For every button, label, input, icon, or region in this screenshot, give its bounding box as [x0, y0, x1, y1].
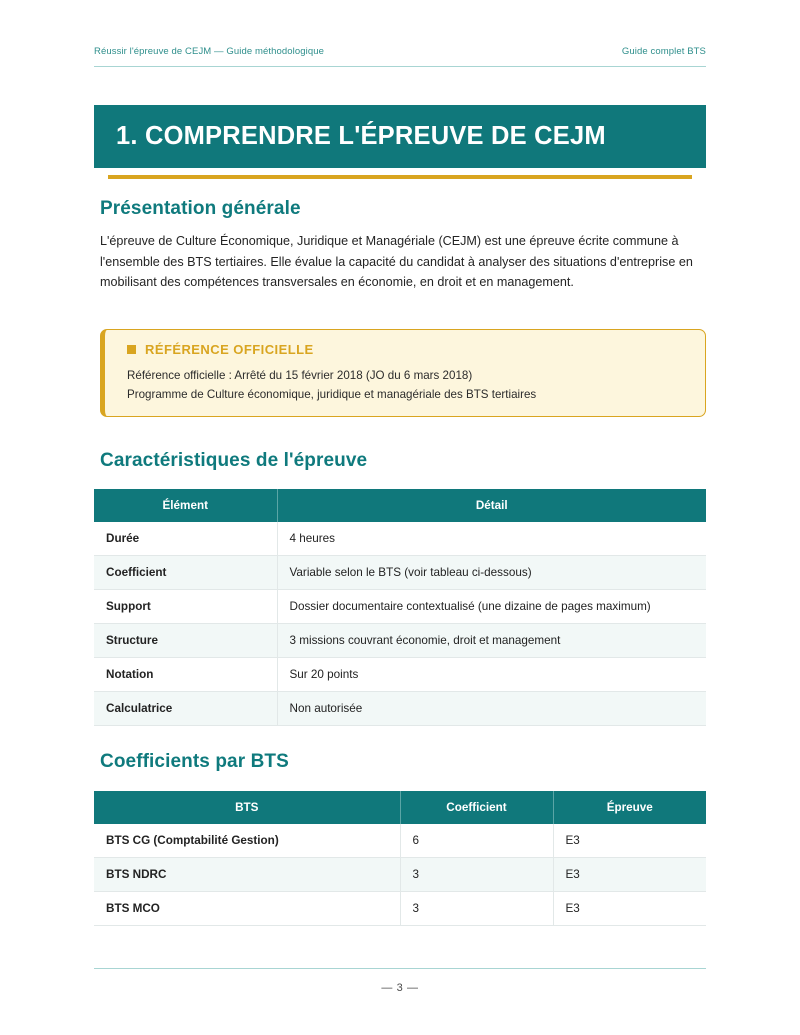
section-heading-caracteristiques: Caractéristiques de l'épreuve — [100, 450, 368, 471]
cell-epreuve: E3 — [553, 858, 706, 892]
table-caracteristiques — [94, 489, 706, 726]
cell-element: Durée — [94, 522, 277, 556]
cell-element: Calculatrice — [94, 692, 277, 726]
cell-detail: Non autorisée — [277, 692, 706, 726]
table-row — [94, 892, 706, 926]
page-title: 1. COMPRENDRE L'ÉPREUVE DE CEJM — [116, 121, 606, 150]
header-title-right: Guide complet BTS — [621, 46, 706, 57]
table-row — [94, 556, 706, 590]
page-header — [94, 46, 706, 57]
header-divider — [94, 66, 706, 67]
column-header-epreuve: Épreuve — [553, 791, 706, 824]
column-header-bts: BTS — [94, 791, 400, 824]
cell-epreuve: E3 — [553, 892, 706, 926]
column-header-element: Élément — [94, 489, 277, 522]
column-header-coefficient: Coefficient — [400, 791, 553, 824]
page-number: — 3 — — [381, 982, 419, 994]
callout-title-row — [127, 342, 705, 357]
cell-bts: BTS NDRC — [94, 858, 400, 892]
cell-detail: Variable selon le BTS (voir tableau ci-dessous) — [277, 556, 706, 590]
cell-detail: Dossier documentaire contextualisé (une dizaine de pages maximum) — [277, 590, 706, 624]
title-accent-bar — [108, 175, 692, 179]
cell-element: Notation — [94, 658, 277, 692]
cell-coefficient: 3 — [400, 892, 553, 926]
chapter-title-banner — [94, 105, 706, 168]
section-heading-presentation: Présentation générale — [100, 198, 301, 219]
header-title-left: Réussir l'épreuve de CEJM — Guide méthodologique — [94, 46, 324, 57]
table-caracteristiques-head — [94, 489, 706, 522]
cell-detail: 4 heures — [277, 522, 706, 556]
table-row — [94, 522, 706, 556]
cell-bts: BTS CG (Comptabilité Gestion) — [94, 824, 400, 858]
cell-bts: BTS MCO — [94, 892, 400, 926]
table-coefficients-body — [94, 824, 706, 926]
table-header-row — [94, 489, 706, 522]
table-coefficients-head — [94, 791, 706, 824]
callout-title-label: RÉFÉRENCE OFFICIELLE — [145, 342, 314, 357]
cell-element: Structure — [94, 624, 277, 658]
table-row — [94, 590, 706, 624]
filled-square-icon — [127, 345, 136, 354]
table-row — [94, 824, 706, 858]
intro-paragraph: L'épreuve de Culture Économique, Juridique et Managériale (CEJM) est une épreuve écrite commune à l'ensemble des BTS tertiaires. Elle évalue la capacité du candidat à analyser des situations d'entreprise en mobilisant des compétences transversales en économie, en droit et en management. — [100, 234, 693, 289]
cell-element: Coefficient — [94, 556, 277, 590]
footer-divider — [94, 968, 706, 969]
callout-line-1: Référence officielle : Arrêté du 15 février 2018 (JO du 6 mars 2018) — [127, 369, 473, 382]
table-coefficients — [94, 791, 706, 926]
table-row — [94, 658, 706, 692]
cell-detail: 3 missions couvrant économie, droit et management — [277, 624, 706, 658]
table-row — [94, 858, 706, 892]
section-heading-coefficients: Coefficients par BTS — [100, 751, 289, 772]
cell-epreuve: E3 — [553, 824, 706, 858]
column-header-detail: Détail — [277, 489, 706, 522]
table-header-row — [94, 791, 706, 824]
cell-detail: Sur 20 points — [277, 658, 706, 692]
cell-element: Support — [94, 590, 277, 624]
callout-line-2: Programme de Culture économique, juridique et managériale des BTS tertiaires — [127, 387, 537, 401]
table-row — [94, 624, 706, 658]
table-caracteristiques-body — [94, 522, 706, 726]
callout-body — [127, 367, 705, 404]
table-row — [94, 692, 706, 726]
cell-coefficient: 3 — [400, 858, 553, 892]
cell-coefficient: 6 — [400, 824, 553, 858]
reference-callout — [100, 329, 706, 417]
